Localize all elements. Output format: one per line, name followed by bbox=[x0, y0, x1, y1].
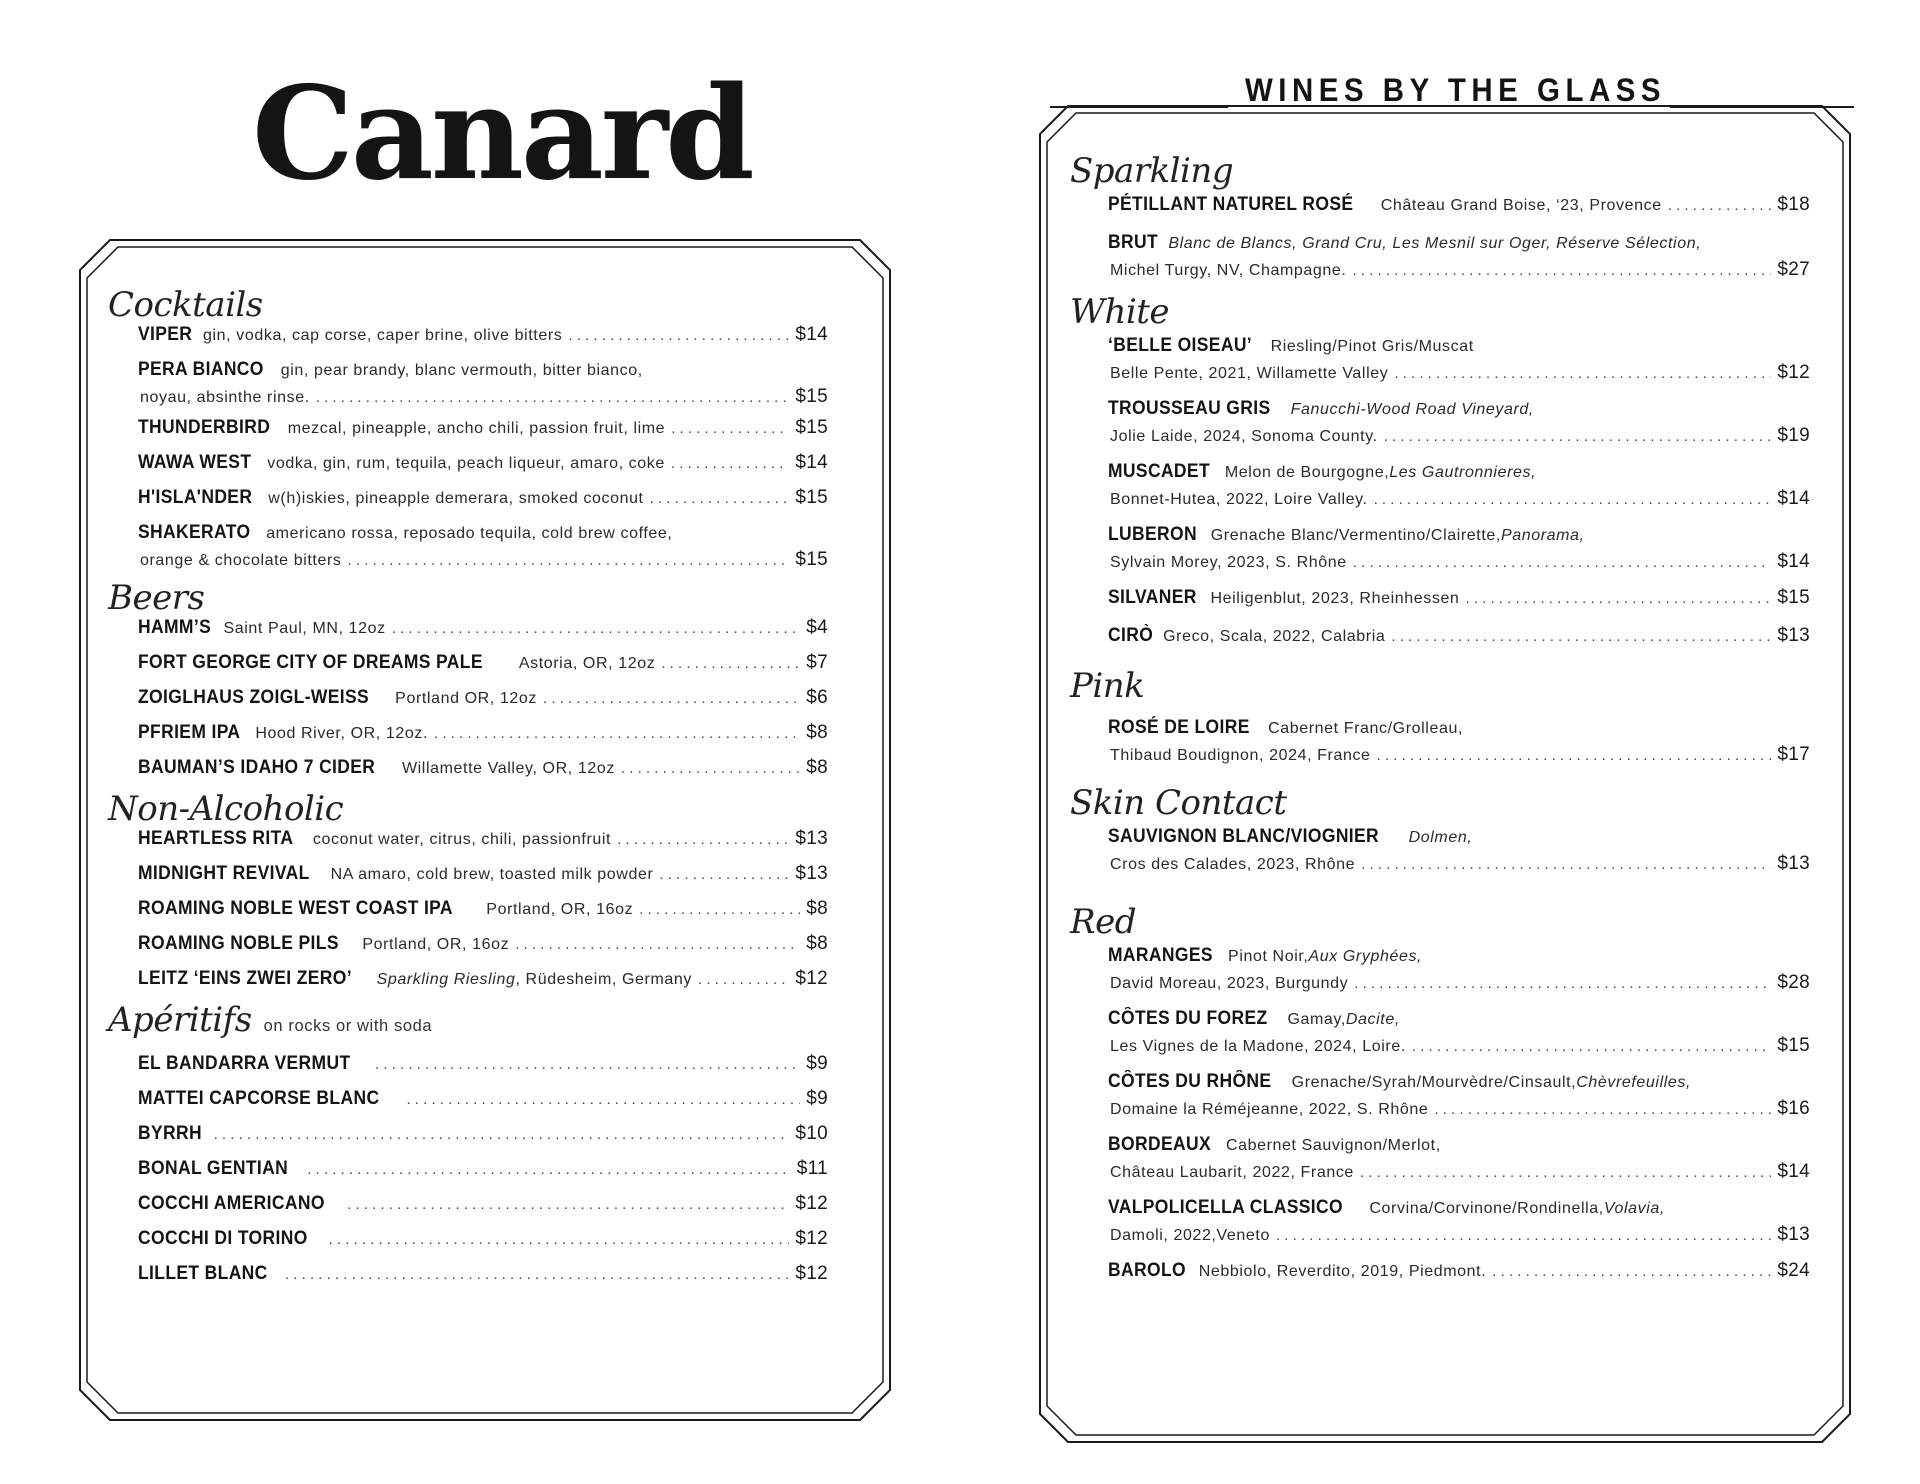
item-price: $8 bbox=[806, 933, 828, 954]
wine-price: $16 bbox=[1777, 1098, 1810, 1119]
wine-name: MUSCADET bbox=[1108, 461, 1211, 482]
wine-row-2 bbox=[1108, 425, 1810, 447]
wine-description: Cabernet Franc/Grolleau, bbox=[1268, 720, 1463, 737]
right-menu-panel bbox=[1040, 106, 1850, 1442]
item-description: Willamette Valley, OR, 12oz bbox=[401, 760, 615, 777]
menu-item bbox=[138, 1193, 828, 1215]
wine-producer: Château Laubarit, 2022, France bbox=[1110, 1164, 1354, 1181]
item-description: Astoria, OR, 12oz bbox=[518, 655, 656, 672]
leader-dots bbox=[659, 866, 789, 883]
menu-item bbox=[138, 522, 828, 571]
leader-dots bbox=[1360, 1164, 1771, 1181]
menu-item-row bbox=[138, 722, 828, 744]
menu-item-row bbox=[138, 617, 828, 639]
item-price: $12 bbox=[795, 1193, 828, 1214]
item-name: BYRRH bbox=[138, 1123, 202, 1144]
wine-description-italic: Les Gautronnieres, bbox=[1389, 464, 1537, 481]
leader-dots bbox=[1434, 1101, 1771, 1118]
item-price: $12 bbox=[795, 1263, 828, 1284]
menu-item-row bbox=[138, 933, 828, 955]
menu-item-row bbox=[138, 1088, 828, 1110]
leader-dots bbox=[1391, 628, 1771, 645]
item-price: $15 bbox=[795, 417, 828, 438]
wine-price: $19 bbox=[1777, 425, 1810, 446]
leader-dots bbox=[515, 936, 800, 953]
leader-dots bbox=[1668, 197, 1772, 214]
wine-price: $13 bbox=[1777, 625, 1810, 646]
item-description: coconut water, citrus, chili, passionfruit bbox=[312, 831, 612, 848]
section-title: Skin Contact bbox=[1070, 783, 1287, 823]
wine-description: Château Grand Boise, ‘23, Provence bbox=[1380, 197, 1662, 214]
wine-row-2 bbox=[1108, 1035, 1810, 1057]
menu-item-row bbox=[138, 652, 828, 674]
leader-dots bbox=[1352, 262, 1771, 279]
leader-dots bbox=[1353, 554, 1772, 571]
leader-dots bbox=[1377, 747, 1772, 764]
leader-dots bbox=[392, 620, 801, 637]
item-name: MIDNIGHT REVIVAL bbox=[138, 863, 310, 884]
menu-item-row bbox=[138, 1228, 828, 1250]
wine-price: $14 bbox=[1777, 1161, 1810, 1182]
menu-item bbox=[138, 1123, 828, 1145]
menu-item bbox=[138, 487, 828, 509]
item-price: $9 bbox=[806, 1088, 828, 1109]
wine-description: Gamay, bbox=[1287, 1011, 1346, 1028]
leader-dots bbox=[1394, 365, 1771, 382]
wine-name: VALPOLICELLA CLASSICO bbox=[1108, 1197, 1343, 1218]
wine-row bbox=[1108, 1197, 1810, 1219]
item-description: vodka, gin, rum, tequila, peach liqueur, amaro, coke bbox=[267, 455, 665, 472]
menu-item-row bbox=[138, 1053, 828, 1075]
item-description: , Rüdesheim, Germany bbox=[515, 971, 692, 988]
wine-row bbox=[1108, 1134, 1810, 1156]
wine-item bbox=[1108, 1134, 1810, 1183]
wine-description: Nebbiolo, Reverdito, 2019, Piedmont. bbox=[1198, 1263, 1487, 1280]
item-description-cont: orange & chocolate bitters bbox=[140, 552, 342, 569]
wine-row bbox=[1108, 826, 1810, 848]
wine-name: ROSÉ DE LOIRE bbox=[1108, 717, 1250, 738]
section-title: Apéritifs on rocks or with soda bbox=[108, 1000, 433, 1040]
wine-price: $12 bbox=[1777, 362, 1810, 383]
menu-item bbox=[138, 617, 828, 639]
item-name: SHAKERATO bbox=[138, 522, 251, 543]
leader-dots bbox=[698, 971, 789, 988]
wine-item bbox=[1108, 1008, 1810, 1057]
wine-price: $14 bbox=[1777, 488, 1810, 509]
wine-row-2 bbox=[1108, 1224, 1810, 1246]
wine-description-italic: Blanc de Blancs, Grand Cru, Les Mesnil sur Oger, Réserve Sélection, bbox=[1168, 235, 1702, 252]
wine-producer: Thibaud Boudignon, 2024, France bbox=[1110, 747, 1371, 764]
menu-item-row bbox=[138, 324, 828, 346]
item-name: H'ISLA'NDER bbox=[138, 487, 253, 508]
item-name: MATTEI CAPCORSE BLANC bbox=[138, 1088, 380, 1109]
wine-row bbox=[1108, 398, 1810, 420]
wine-description: Corvina/Corvinone/Rondinella, bbox=[1369, 1200, 1604, 1217]
wine-item bbox=[1108, 625, 1810, 647]
item-name: EL BANDARRA VERMUT bbox=[138, 1053, 351, 1074]
wine-item bbox=[1108, 232, 1810, 281]
leader-dots bbox=[307, 1161, 791, 1178]
wine-row bbox=[1108, 1260, 1810, 1282]
leader-dots bbox=[316, 389, 790, 406]
item-name: THUNDERBIRD bbox=[138, 417, 271, 438]
section-title: Red bbox=[1070, 902, 1136, 942]
item-description: Portland, OR, 16oz bbox=[486, 901, 634, 918]
menu-item bbox=[138, 324, 828, 346]
menu-item bbox=[138, 722, 828, 744]
menu-item-row bbox=[138, 757, 828, 779]
wine-description: Melon de Bourgogne, bbox=[1224, 464, 1390, 481]
wine-item bbox=[1108, 335, 1810, 384]
wine-name: BORDEAUX bbox=[1108, 1134, 1211, 1155]
item-name: FORT GEORGE CITY OF DREAMS PALE bbox=[138, 652, 483, 673]
menu-item-row-2 bbox=[138, 549, 828, 571]
item-price: $13 bbox=[795, 828, 828, 849]
wine-producer: Michel Turgy, NV, Champagne. bbox=[1110, 262, 1347, 279]
item-description: Portland OR, 12oz bbox=[395, 690, 537, 707]
leader-dots bbox=[617, 831, 789, 848]
wine-description-italic: Volavia, bbox=[1603, 1200, 1665, 1217]
wine-description: Riesling/Pinot Gris/Muscat bbox=[1270, 338, 1474, 355]
menu-item bbox=[138, 359, 828, 408]
menu-item bbox=[138, 652, 828, 674]
wine-producer: Les Vignes de la Madone, 2024, Loire. bbox=[1110, 1038, 1406, 1055]
item-price: $15 bbox=[795, 386, 828, 407]
item-price: $10 bbox=[795, 1123, 828, 1144]
menu-item-row bbox=[138, 863, 828, 885]
menu-item-row bbox=[138, 687, 828, 709]
wine-description: Grenache/Syrah/Mourvèdre/Cinsault, bbox=[1291, 1074, 1577, 1091]
leader-dots bbox=[639, 901, 800, 918]
section-title: Cocktails bbox=[108, 285, 263, 325]
leader-dots bbox=[434, 725, 800, 742]
leader-dots bbox=[1374, 491, 1772, 508]
menu-item-row bbox=[138, 1263, 828, 1285]
wine-row bbox=[1108, 625, 1810, 647]
wine-description-italic: Dolmen, bbox=[1408, 829, 1473, 846]
wine-description: Pinot Noir, bbox=[1228, 948, 1309, 965]
wine-producer: Bonnet-Hutea, 2022, Loire Valley. bbox=[1110, 491, 1368, 508]
menu-item bbox=[138, 1053, 828, 1075]
item-price: $7 bbox=[806, 652, 828, 673]
item-name: PFRIEM IPA bbox=[138, 722, 241, 743]
leader-dots bbox=[671, 420, 789, 437]
wine-row bbox=[1108, 717, 1810, 739]
wine-item bbox=[1108, 461, 1810, 510]
menu-item-row bbox=[138, 452, 828, 474]
wine-row-2 bbox=[1108, 1161, 1810, 1183]
menu-item bbox=[138, 898, 828, 920]
leader-dots bbox=[285, 1266, 789, 1283]
item-price: $8 bbox=[806, 898, 828, 919]
wine-name: CIRÒ bbox=[1108, 625, 1154, 646]
menu-item bbox=[138, 757, 828, 779]
item-name: HAMM’S bbox=[138, 617, 212, 638]
item-name: VIPER bbox=[138, 324, 193, 345]
wine-name: SAUVIGNON BLANC/VIOGNIER bbox=[1108, 826, 1380, 847]
item-name: LEITZ ‘EINS ZWEI ZERO’ bbox=[138, 968, 352, 989]
wine-item bbox=[1108, 717, 1810, 766]
item-price: $13 bbox=[795, 863, 828, 884]
item-name: ZOIGLHAUS ZOIGL-WEISS bbox=[138, 687, 370, 708]
wine-name: BRUT bbox=[1108, 232, 1159, 253]
wine-item bbox=[1108, 524, 1810, 573]
section-title: Beers bbox=[108, 578, 205, 618]
wine-description: Cabernet Sauvignon/Merlot, bbox=[1225, 1137, 1441, 1154]
wine-price: $28 bbox=[1777, 972, 1810, 993]
menu-item bbox=[138, 828, 828, 850]
wine-description-italic: Fanucchi-Wood Road Vineyard, bbox=[1290, 401, 1534, 418]
item-price: $14 bbox=[795, 324, 828, 345]
wine-row bbox=[1108, 945, 1810, 967]
menu-item-row bbox=[138, 1158, 828, 1180]
leader-dots bbox=[661, 655, 800, 672]
item-description: americano rossa, reposado tequila, cold brew coffee, bbox=[266, 525, 673, 542]
item-name: HEARTLESS RITA bbox=[138, 828, 294, 849]
menu-item bbox=[138, 1088, 828, 1110]
leader-dots bbox=[1492, 1263, 1771, 1280]
leader-dots bbox=[348, 552, 790, 569]
wine-name: LUBERON bbox=[1108, 524, 1198, 545]
leader-dots bbox=[406, 1091, 800, 1108]
leader-dots bbox=[650, 490, 790, 507]
wines-header: WINES BY THE GLASS bbox=[1245, 72, 1667, 108]
wine-description-italic: Dacite, bbox=[1345, 1011, 1400, 1028]
wine-row-2 bbox=[1108, 259, 1810, 281]
wine-item bbox=[1108, 398, 1810, 447]
wine-description: Grenache Blanc/Vermentino/Clairette, bbox=[1210, 527, 1501, 544]
leader-dots bbox=[1276, 1227, 1771, 1244]
wine-row bbox=[1108, 524, 1810, 546]
item-description: Portland, OR, 16oz bbox=[362, 936, 510, 953]
item-price: $8 bbox=[806, 757, 828, 778]
wine-producer: Domaine la Réméjeanne, 2022, S. Rhône bbox=[1110, 1101, 1429, 1118]
leader-dots bbox=[1412, 1038, 1772, 1055]
item-price: $14 bbox=[795, 452, 828, 473]
menu-item bbox=[138, 687, 828, 709]
item-name: ROAMING NOBLE WEST COAST IPA bbox=[138, 898, 453, 919]
wine-description: Heiligenblut, 2023, Rheinhessen bbox=[1210, 590, 1460, 607]
item-price: $11 bbox=[796, 1158, 828, 1179]
wine-item bbox=[1108, 1260, 1810, 1282]
item-description: Saint Paul, MN, 12oz bbox=[223, 620, 386, 637]
item-price: $8 bbox=[806, 722, 828, 743]
item-price: $12 bbox=[795, 1228, 828, 1249]
menu-item-row bbox=[138, 828, 828, 850]
section-title: Non-Alcoholic bbox=[108, 789, 344, 829]
leader-dots bbox=[375, 1056, 800, 1073]
section-title: Pink bbox=[1070, 666, 1145, 706]
item-name: COCCHI DI TORINO bbox=[138, 1228, 308, 1249]
item-price: $15 bbox=[795, 487, 828, 508]
item-description: Hood River, OR, 12oz. bbox=[255, 725, 428, 742]
item-description-italic: Sparkling Riesling bbox=[376, 971, 516, 988]
item-name: COCCHI AMERICANO bbox=[138, 1193, 325, 1214]
wine-row-2 bbox=[1108, 488, 1810, 510]
menu-item-row bbox=[138, 1193, 828, 1215]
wine-producer: Sylvain Morey, 2023, S. Rhône bbox=[1110, 554, 1347, 571]
wine-producer: Belle Pente, 2021, Willamette Valley bbox=[1110, 365, 1389, 382]
wine-name: SILVANER bbox=[1108, 587, 1197, 608]
wine-price: $18 bbox=[1777, 194, 1810, 215]
menu-item-row bbox=[138, 1123, 828, 1145]
menu-item bbox=[138, 1158, 828, 1180]
item-price: $4 bbox=[806, 617, 828, 638]
wine-producer: Jolie Laide, 2024, Sonoma County. bbox=[1110, 428, 1378, 445]
menu-item bbox=[138, 1263, 828, 1285]
wine-row-2 bbox=[1108, 551, 1810, 573]
wine-name: CÔTES DU FOREZ bbox=[1108, 1008, 1268, 1029]
wine-row bbox=[1108, 232, 1810, 254]
menu-item-row bbox=[138, 487, 828, 509]
menu-item bbox=[138, 933, 828, 955]
wine-price: $24 bbox=[1777, 1260, 1810, 1281]
leader-dots bbox=[1384, 428, 1772, 445]
wine-item bbox=[1108, 1071, 1810, 1120]
wine-price: $14 bbox=[1777, 551, 1810, 572]
wine-item bbox=[1108, 587, 1810, 609]
wine-row-2 bbox=[1108, 853, 1810, 875]
leader-dots bbox=[347, 1196, 789, 1213]
wine-description: Greco, Scala, 2022, Calabria bbox=[1163, 628, 1386, 645]
leader-dots bbox=[671, 455, 790, 472]
wine-price: $17 bbox=[1777, 744, 1810, 765]
leader-dots bbox=[328, 1231, 789, 1248]
wine-name: TROUSSEAU GRIS bbox=[1108, 398, 1271, 419]
item-name: PERA BIANCO bbox=[138, 359, 264, 380]
menu-item bbox=[138, 417, 828, 439]
item-price: $6 bbox=[806, 687, 828, 708]
wine-row-2 bbox=[1108, 1098, 1810, 1120]
canard-logo: Canard bbox=[252, 59, 752, 209]
wine-row bbox=[1108, 1008, 1810, 1030]
wine-row-2 bbox=[1108, 362, 1810, 384]
wine-price: $15 bbox=[1777, 1035, 1810, 1056]
leader-dots bbox=[568, 327, 789, 344]
wine-producer: Damoli, 2022,Veneto bbox=[1110, 1227, 1270, 1244]
section-title: White bbox=[1070, 292, 1170, 332]
item-name: BAUMAN’S IDAHO 7 CIDER bbox=[138, 757, 376, 778]
wine-price: $13 bbox=[1777, 1224, 1810, 1245]
wine-name: CÔTES DU RHÔNE bbox=[1108, 1071, 1272, 1092]
leader-dots bbox=[1465, 590, 1771, 607]
leader-dots bbox=[621, 760, 800, 777]
wine-description-italic: Chèvrefeuilles, bbox=[1576, 1074, 1692, 1091]
leader-dots bbox=[543, 690, 800, 707]
menu-item bbox=[138, 968, 828, 990]
item-price: $15 bbox=[795, 549, 828, 570]
wine-row bbox=[1108, 1071, 1810, 1093]
wine-item bbox=[1108, 826, 1810, 875]
menu-item-row bbox=[138, 417, 828, 439]
wine-price: $15 bbox=[1777, 587, 1810, 608]
item-description: gin, vodka, cap corse, caper brine, olive bitters bbox=[203, 327, 563, 344]
wine-item bbox=[1108, 1197, 1810, 1246]
item-price: $9 bbox=[806, 1053, 828, 1074]
menu-item-row bbox=[138, 359, 828, 381]
section-note: on rocks or with soda bbox=[263, 1017, 433, 1035]
wine-row-2 bbox=[1108, 744, 1810, 766]
wine-name: PÉTILLANT NATUREL ROSÉ bbox=[1108, 194, 1354, 215]
item-name: WAWA WEST bbox=[138, 452, 252, 473]
item-description-cont: noyau, absinthe rinse. bbox=[140, 389, 310, 406]
wine-row bbox=[1108, 335, 1810, 357]
wine-row-2 bbox=[1108, 972, 1810, 994]
item-name: ROAMING NOBLE PILS bbox=[138, 933, 339, 954]
wine-item bbox=[1108, 945, 1810, 994]
wine-producer: Cros des Calades, 2023, Rhône bbox=[1110, 856, 1356, 873]
leader-dots bbox=[214, 1126, 790, 1143]
leader-dots bbox=[1361, 856, 1771, 873]
item-name: LILLET BLANC bbox=[138, 1263, 268, 1284]
item-description: mezcal, pineapple, ancho chili, passion fruit, lime bbox=[287, 420, 666, 437]
left-menu-content bbox=[108, 285, 828, 1298]
item-description: NA amaro, cold brew, toasted milk powder bbox=[330, 866, 654, 883]
menu-item-row bbox=[138, 968, 828, 990]
menu-item bbox=[138, 863, 828, 885]
item-name: BONAL GENTIAN bbox=[138, 1158, 289, 1179]
wine-producer: David Moreau, 2023, Burgundy bbox=[1110, 975, 1349, 992]
left-menu-panel bbox=[80, 240, 890, 1420]
wine-item bbox=[1108, 194, 1810, 216]
menu-item bbox=[138, 452, 828, 474]
menu-item-row bbox=[138, 522, 828, 544]
right-menu-content bbox=[1070, 151, 1810, 1298]
wine-row bbox=[1108, 461, 1810, 483]
leader-dots bbox=[1354, 975, 1771, 992]
wine-row bbox=[1108, 587, 1810, 609]
item-description: w(h)iskies, pineapple demerara, smoked coconut bbox=[268, 490, 644, 507]
section-title: Sparkling bbox=[1070, 151, 1234, 191]
item-description: gin, pear brandy, blanc vermouth, bitter bianco, bbox=[280, 362, 643, 379]
menu-item-row bbox=[138, 898, 828, 920]
menu-item-row-2 bbox=[138, 386, 828, 408]
wine-description-italic: Panorama, bbox=[1500, 527, 1585, 544]
wine-name: ‘BELLE OISEAU’ bbox=[1108, 335, 1253, 356]
wine-price: $13 bbox=[1777, 853, 1810, 874]
item-price: $12 bbox=[795, 968, 828, 989]
wine-description-italic: Aux Gryphées, bbox=[1308, 948, 1423, 965]
menu-item bbox=[138, 1228, 828, 1250]
wine-name: BAROLO bbox=[1108, 1260, 1186, 1281]
wine-price: $27 bbox=[1777, 259, 1810, 280]
wine-row bbox=[1108, 194, 1810, 216]
wine-name: MARANGES bbox=[1108, 945, 1213, 966]
